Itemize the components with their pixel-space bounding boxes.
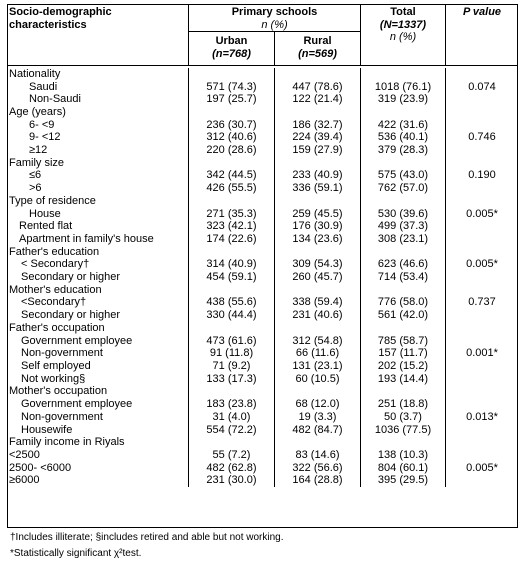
table-body — [7, 68, 518, 487]
cell-p-value: 0.005* — [446, 462, 519, 475]
row-label: Self employed — [21, 359, 91, 372]
cell-urban — [189, 246, 275, 259]
header-p-value: P value — [446, 4, 519, 65]
cell-p-value — [446, 246, 519, 259]
table-row — [7, 119, 518, 132]
row-label: Rented flat — [19, 220, 73, 233]
table-row — [7, 309, 518, 322]
row-label: < Secondary† — [21, 258, 90, 271]
cell-rural: 260 (45.7) — [275, 271, 361, 284]
cell-total: 575 (43.0) — [361, 169, 446, 182]
cell-p-value — [446, 373, 519, 386]
cell-p-value — [446, 360, 519, 373]
cell-rural: 83 (14.6) — [275, 449, 361, 462]
cell-urban: 554 (72.2) — [189, 424, 275, 437]
cell-p-value — [446, 436, 519, 449]
row-label: <2500 — [9, 448, 40, 461]
table-row — [7, 462, 518, 475]
cell-rural: 19 (3.3) — [275, 411, 361, 424]
cell-p-value: 0.190 — [446, 169, 519, 182]
cell-rural: 224 (39.4) — [275, 131, 361, 144]
row-label: 2500- <6000 — [9, 461, 72, 474]
cell-p-value — [446, 449, 519, 462]
cell-total: 1036 (77.5) — [361, 424, 446, 437]
row-label: Saudi — [29, 80, 58, 93]
cell-p-value — [446, 93, 519, 106]
cell-total: 157 (11.7) — [361, 347, 446, 360]
cell-urban: 231 (30.0) — [189, 474, 275, 487]
table-row — [7, 182, 518, 195]
cell-urban — [189, 436, 275, 449]
cell-total: 1018 (76.1) — [361, 81, 446, 94]
row-label: Type of residence — [9, 194, 96, 207]
table-row — [7, 106, 518, 119]
header-urban: Urban (n=768) — [189, 32, 275, 65]
table-row — [7, 208, 518, 221]
cell-rural — [275, 284, 361, 297]
cell-rural: 60 (10.5) — [275, 373, 361, 386]
cell-p-value — [446, 195, 519, 208]
cell-urban: 454 (59.1) — [189, 271, 275, 284]
cell-p-value — [446, 424, 519, 437]
row-label: <Secondary† — [21, 296, 87, 309]
cell-urban: 438 (55.6) — [189, 296, 275, 309]
table-row — [7, 284, 518, 297]
table-row — [7, 385, 518, 398]
cell-rural: 176 (30.9) — [275, 220, 361, 233]
table-row — [7, 322, 518, 335]
cell-urban: 482 (62.8) — [189, 462, 275, 475]
cell-total: 785 (58.7) — [361, 335, 446, 348]
cell-urban: 174 (22.6) — [189, 233, 275, 246]
cell-rural — [275, 246, 361, 259]
cell-total: 536 (40.1) — [361, 131, 446, 144]
cell-total: 379 (28.3) — [361, 144, 446, 157]
cell-total: 623 (46.6) — [361, 258, 446, 271]
cell-total: 138 (10.3) — [361, 449, 446, 462]
row-label: 9- <12 — [29, 131, 61, 144]
cell-urban: 312 (40.6) — [189, 131, 275, 144]
cell-urban: 71 (9.2) — [189, 360, 275, 373]
cell-total: 308 (23.1) — [361, 233, 446, 246]
row-label: Secondary or higher — [21, 309, 121, 322]
table-row — [7, 81, 518, 94]
header-primary-schools: Primary schools n (%) — [189, 4, 361, 32]
cell-rural — [275, 322, 361, 335]
cell-total: 499 (37.3) — [361, 220, 446, 233]
cell-p-value: 0.001* — [446, 347, 519, 360]
row-label: Family income in Riyals — [9, 436, 125, 449]
table-row — [7, 246, 518, 259]
table-row — [7, 398, 518, 411]
cell-total — [361, 385, 446, 398]
table-row — [7, 144, 518, 157]
cell-rural — [275, 385, 361, 398]
cell-rural: 259 (45.5) — [275, 208, 361, 221]
cell-urban: 330 (44.4) — [189, 309, 275, 322]
cell-p-value — [446, 220, 519, 233]
table-row — [7, 335, 518, 348]
cell-rural: 164 (28.8) — [275, 474, 361, 487]
cell-urban: 426 (55.5) — [189, 182, 275, 195]
row-label: Non-government — [21, 347, 103, 360]
row-label: Secondary or higher — [21, 271, 121, 284]
header-characteristics: Socio-demographic characteristics — [9, 6, 112, 31]
row-label: Housewife — [21, 423, 73, 436]
cell-p-value — [446, 119, 519, 132]
cell-rural: 122 (21.4) — [275, 93, 361, 106]
cell-total — [361, 68, 446, 81]
table-row — [7, 220, 518, 233]
cell-urban: 342 (44.5) — [189, 169, 275, 182]
cell-total: 193 (14.4) — [361, 373, 446, 386]
cell-total: 776 (58.0) — [361, 296, 446, 309]
cell-urban — [189, 322, 275, 335]
cell-p-value — [446, 233, 519, 246]
cell-p-value — [446, 398, 519, 411]
table-row — [7, 296, 518, 309]
row-label: Apartment in family's house — [19, 232, 154, 245]
row-label: 6- <9 — [29, 118, 55, 131]
cell-total — [361, 246, 446, 259]
cell-urban: 183 (23.8) — [189, 398, 275, 411]
row-label: >6 — [29, 182, 42, 195]
row-label: Government employee — [21, 398, 133, 411]
cell-urban — [189, 284, 275, 297]
row-label: Father's occupation — [9, 321, 105, 334]
cell-total — [361, 284, 446, 297]
cell-urban: 31 (4.0) — [189, 411, 275, 424]
cell-rural — [275, 157, 361, 170]
cell-total: 395 (29.5) — [361, 474, 446, 487]
cell-total — [361, 322, 446, 335]
cell-total: 319 (23.9) — [361, 93, 446, 106]
row-label: Mother's occupation — [9, 385, 108, 398]
cell-total: 762 (57.0) — [361, 182, 446, 195]
row-label: Government employee — [21, 334, 133, 347]
cell-total: 422 (31.6) — [361, 119, 446, 132]
row-label: Not working§ — [21, 372, 86, 385]
table-row — [7, 93, 518, 106]
cell-p-value: 0.746 — [446, 131, 519, 144]
row-label: ≥12 — [29, 144, 48, 157]
cell-p-value — [446, 284, 519, 297]
cell-p-value — [446, 385, 519, 398]
row-label: Family size — [9, 156, 65, 169]
table-row — [7, 347, 518, 360]
cell-p-value — [446, 309, 519, 322]
table-row — [7, 474, 518, 487]
table-row — [7, 131, 518, 144]
row-label: Father's education — [9, 245, 100, 258]
cell-rural: 312 (54.8) — [275, 335, 361, 348]
cell-p-value — [446, 157, 519, 170]
cell-rural — [275, 195, 361, 208]
row-label: ≥6000 — [9, 474, 40, 487]
cell-total: 714 (53.4) — [361, 271, 446, 284]
cell-rural: 309 (54.3) — [275, 258, 361, 271]
cell-urban — [189, 195, 275, 208]
header-total: Total (N=1337) n (%) — [361, 4, 446, 65]
cell-urban: 314 (40.9) — [189, 258, 275, 271]
cell-p-value — [446, 182, 519, 195]
cell-total — [361, 157, 446, 170]
cell-urban: 91 (11.8) — [189, 347, 275, 360]
header-row-1 — [7, 4, 518, 32]
cell-total: 202 (15.2) — [361, 360, 446, 373]
cell-rural: 482 (84.7) — [275, 424, 361, 437]
cell-total: 804 (60.1) — [361, 462, 446, 475]
row-label: Age (years) — [9, 105, 66, 118]
row-label: Mother's education — [9, 283, 102, 296]
cell-rural: 66 (11.6) — [275, 347, 361, 360]
cell-urban: 473 (61.6) — [189, 335, 275, 348]
cell-p-value: 0.013* — [446, 411, 519, 424]
cell-urban — [189, 385, 275, 398]
cell-rural: 336 (59.1) — [275, 182, 361, 195]
cell-urban: 571 (74.3) — [189, 81, 275, 94]
cell-rural: 134 (23.6) — [275, 233, 361, 246]
cell-urban: 236 (30.7) — [189, 119, 275, 132]
cell-urban: 271 (35.3) — [189, 208, 275, 221]
table-row — [7, 68, 518, 81]
row-label: Nationality — [9, 67, 61, 80]
cell-total: 50 (3.7) — [361, 411, 446, 424]
cell-rural — [275, 106, 361, 119]
cell-rural: 447 (78.6) — [275, 81, 361, 94]
table-row — [7, 195, 518, 208]
cell-rural: 131 (23.1) — [275, 360, 361, 373]
cell-urban: 323 (42.1) — [189, 220, 275, 233]
cell-p-value — [446, 144, 519, 157]
cell-p-value — [446, 322, 519, 335]
cell-rural: 159 (27.9) — [275, 144, 361, 157]
cell-total — [361, 436, 446, 449]
table-row — [7, 424, 518, 437]
row-label: ≤6 — [29, 169, 42, 182]
table-row — [7, 436, 518, 449]
cell-rural — [275, 436, 361, 449]
cell-total — [361, 195, 446, 208]
cell-p-value — [446, 474, 519, 487]
cell-p-value: 0.074 — [446, 81, 519, 94]
table-row — [7, 258, 518, 271]
table-row — [7, 373, 518, 386]
table-row — [7, 169, 518, 182]
cell-rural: 186 (32.7) — [275, 119, 361, 132]
cell-urban: 133 (17.3) — [189, 373, 275, 386]
table-row — [7, 449, 518, 462]
table-row — [7, 233, 518, 246]
cell-rural — [275, 68, 361, 81]
cell-rural: 68 (12.0) — [275, 398, 361, 411]
cell-urban: 197 (25.7) — [189, 93, 275, 106]
cell-p-value — [446, 335, 519, 348]
cell-urban: 55 (7.2) — [189, 449, 275, 462]
cell-urban — [189, 157, 275, 170]
row-label: Non-government — [21, 410, 103, 423]
row-label: Non-Saudi — [29, 93, 81, 106]
cell-p-value — [446, 271, 519, 284]
cell-urban — [189, 68, 275, 81]
cell-p-value: 0.005* — [446, 258, 519, 271]
footnote-2: *Statistically significant χ²test. — [10, 548, 142, 559]
row-label: House — [29, 207, 61, 220]
table-row — [7, 271, 518, 284]
footnote-1: †Includes illiterate; §includes retired and able but not working. — [10, 532, 284, 543]
cell-total: 530 (39.6) — [361, 208, 446, 221]
cell-rural: 322 (56.6) — [275, 462, 361, 475]
cell-p-value: 0.737 — [446, 296, 519, 309]
table-row — [7, 157, 518, 170]
cell-total: 251 (18.8) — [361, 398, 446, 411]
cell-rural: 231 (40.6) — [275, 309, 361, 322]
cell-p-value: 0.005* — [446, 208, 519, 221]
table-row — [7, 360, 518, 373]
cell-total: 561 (42.0) — [361, 309, 446, 322]
cell-p-value — [446, 106, 519, 119]
cell-rural: 233 (40.9) — [275, 169, 361, 182]
demographics-table — [7, 4, 518, 487]
cell-urban — [189, 106, 275, 119]
cell-p-value — [446, 68, 519, 81]
cell-rural: 338 (59.4) — [275, 296, 361, 309]
header-rural: Rural (n=569) — [275, 32, 361, 65]
table-row — [7, 411, 518, 424]
cell-urban: 220 (28.6) — [189, 144, 275, 157]
cell-total — [361, 106, 446, 119]
